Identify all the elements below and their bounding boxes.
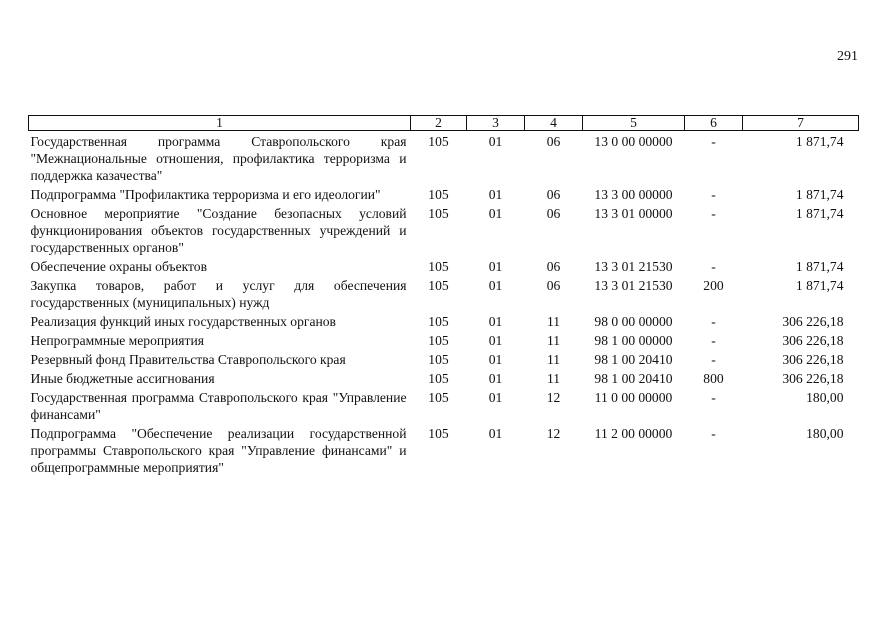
row-name: Обеспечение охраны объектов xyxy=(30,259,208,274)
row-c4: 06 xyxy=(546,259,561,274)
row-c4: 11 xyxy=(546,333,561,348)
row-c6: 800 xyxy=(703,371,724,386)
row-amount: 306 226,18 xyxy=(782,352,844,367)
row-name: Подпрограмма "Профилактика терроризма и его идеологии" xyxy=(30,187,381,202)
row-c2: 105 xyxy=(428,134,449,149)
col-header-1: 1 xyxy=(29,116,411,131)
table-row xyxy=(29,258,859,277)
row-c5: 98 1 00 00000 xyxy=(594,333,673,348)
row-c3: 01 xyxy=(488,206,503,221)
row-c3: 01 xyxy=(488,187,503,202)
row-amount: 1 871,74 xyxy=(795,187,844,202)
row-c2: 105 xyxy=(428,390,449,405)
table-row xyxy=(29,186,859,205)
row-name: Непрограммные мероприятия xyxy=(30,333,204,348)
row-c6: - xyxy=(711,134,716,149)
row-c4: 12 xyxy=(546,426,561,441)
table-row xyxy=(29,389,859,425)
row-c6: - xyxy=(711,333,716,348)
row-amount: 1 871,74 xyxy=(795,259,844,274)
table-row xyxy=(29,351,859,370)
row-c5: 11 2 00 00000 xyxy=(594,426,673,441)
row-c2: 105 xyxy=(428,187,449,202)
row-c6: - xyxy=(711,206,716,221)
row-c4: 06 xyxy=(546,187,561,202)
row-c5: 13 3 00 00000 xyxy=(594,187,673,202)
row-name: Закупка товаров, работ и услуг для обеспечения государственных (муниципальных) нужд xyxy=(30,278,407,310)
col-header-5: 5 xyxy=(583,116,685,131)
row-c3: 01 xyxy=(488,371,503,386)
row-c4: 11 xyxy=(546,314,561,329)
row-c3: 01 xyxy=(488,333,503,348)
row-c3: 01 xyxy=(488,259,503,274)
table-row xyxy=(29,313,859,332)
row-c3: 01 xyxy=(488,278,503,293)
row-c2: 105 xyxy=(428,426,449,441)
row-c6: 200 xyxy=(703,278,724,293)
row-c5: 98 1 00 20410 xyxy=(594,371,673,386)
row-amount: 180,00 xyxy=(806,390,844,405)
row-c3: 01 xyxy=(488,390,503,405)
row-c2: 105 xyxy=(428,333,449,348)
col-header-7: 7 xyxy=(743,116,859,131)
row-amount: 306 226,18 xyxy=(782,371,844,386)
row-c2: 105 xyxy=(428,314,449,329)
row-c2: 105 xyxy=(428,206,449,221)
row-c5: 98 0 00 00000 xyxy=(594,314,673,329)
table-row xyxy=(29,332,859,351)
table-row xyxy=(29,370,859,389)
row-c3: 01 xyxy=(488,426,503,441)
row-c5: 13 3 01 00000 xyxy=(594,206,673,221)
row-c5: 11 0 00 00000 xyxy=(594,390,673,405)
row-c3: 01 xyxy=(488,314,503,329)
row-name: Государственная программа Ставропольского края "Управление финансами" xyxy=(30,390,407,422)
row-name: Резервный фонд Правительства Ставропольского края xyxy=(30,352,346,367)
col-header-4: 4 xyxy=(525,116,583,131)
row-c4: 06 xyxy=(546,278,561,293)
row-c2: 105 xyxy=(428,259,449,274)
row-c6: - xyxy=(711,390,716,405)
row-amount: 1 871,74 xyxy=(795,206,844,221)
table-row xyxy=(29,131,859,187)
row-c5: 13 3 01 21530 xyxy=(594,259,673,274)
row-c5: 13 0 00 00000 xyxy=(594,134,673,149)
row-c6: - xyxy=(711,426,716,441)
row-name: Подпрограмма "Обеспечение реализации государственной программы Ставропольского края "Управление финансами" и общепрограммные мероприятия" xyxy=(30,426,407,475)
row-c6: - xyxy=(711,259,716,274)
row-c3: 01 xyxy=(488,352,503,367)
row-amount: 306 226,18 xyxy=(782,314,844,329)
row-c4: 11 xyxy=(546,352,561,367)
row-amount: 180,00 xyxy=(806,426,844,441)
col-header-6: 6 xyxy=(685,116,743,131)
row-amount: 1 871,74 xyxy=(795,278,844,293)
budget-table xyxy=(28,115,859,478)
row-c5: 13 3 01 21530 xyxy=(594,278,673,293)
row-c4: 12 xyxy=(546,390,561,405)
row-c3: 01 xyxy=(488,134,503,149)
row-amount: 1 871,74 xyxy=(795,134,844,149)
col-header-3: 3 xyxy=(467,116,525,131)
row-amount: 306 226,18 xyxy=(782,333,844,348)
table-row xyxy=(29,277,859,313)
row-c2: 105 xyxy=(428,278,449,293)
col-header-2: 2 xyxy=(411,116,467,131)
row-name: Государственная программа Ставропольского края "Межнациональные отношения, профилактика терроризма и поддержка казачества" xyxy=(30,134,407,183)
row-name: Основное мероприятие "Создание безопасных условий функционирования объектов государственных учреждений и государственных органов" xyxy=(30,206,407,255)
row-c4: 11 xyxy=(546,371,561,386)
row-c2: 105 xyxy=(428,371,449,386)
row-c2: 105 xyxy=(428,352,449,367)
page-number: 291 xyxy=(837,49,858,64)
row-c6: - xyxy=(711,187,716,202)
row-name: Иные бюджетные ассигнования xyxy=(30,371,215,386)
row-c6: - xyxy=(711,352,716,367)
row-c4: 06 xyxy=(546,206,561,221)
row-c6: - xyxy=(711,314,716,329)
row-c5: 98 1 00 20410 xyxy=(594,352,673,367)
table-row xyxy=(29,205,859,258)
row-name: Реализация функций иных государственных органов xyxy=(30,314,336,329)
header-row xyxy=(29,116,859,131)
table-row xyxy=(29,425,859,478)
row-c4: 06 xyxy=(546,134,561,149)
